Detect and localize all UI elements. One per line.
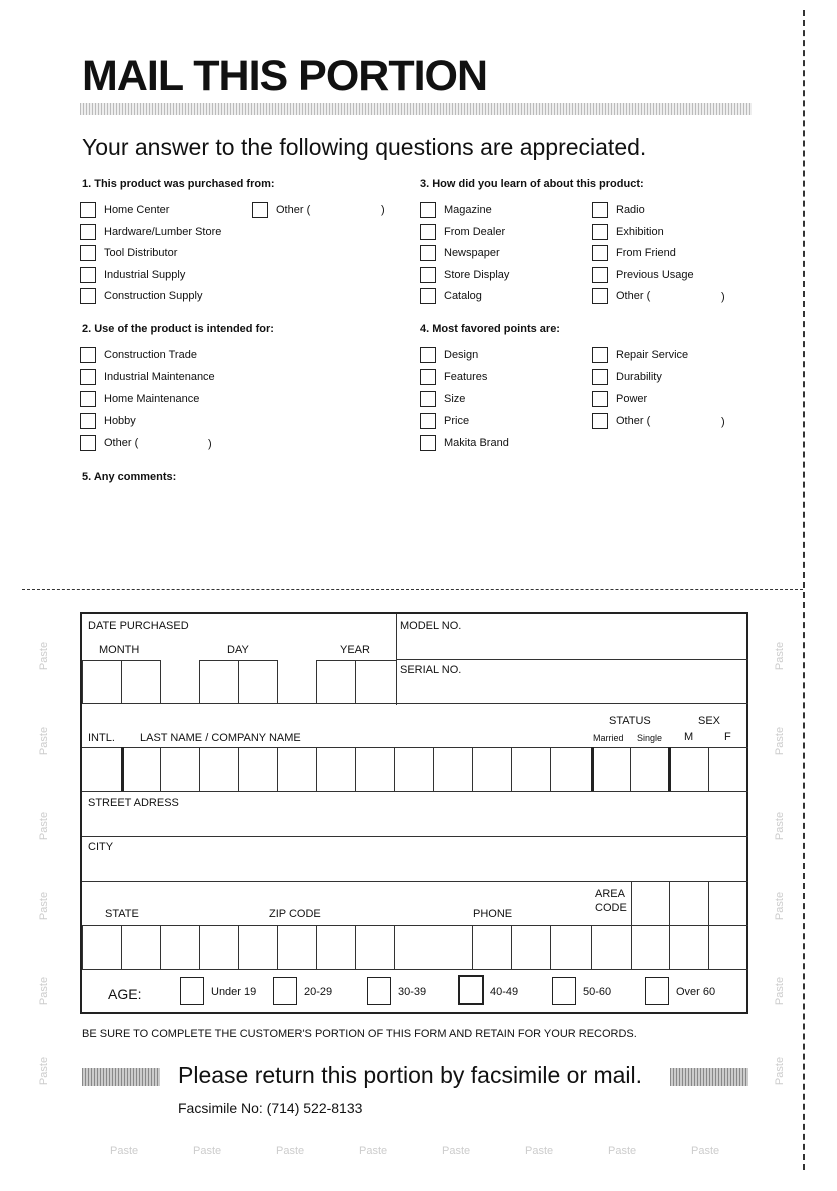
checkbox[interactable] (80, 369, 96, 385)
registration-form (80, 612, 748, 1014)
checkbox[interactable] (592, 202, 608, 218)
state-char-2[interactable] (121, 925, 161, 970)
year-digit-2[interactable] (355, 660, 397, 704)
q4-option[interactable]: Makita Brand (420, 434, 509, 452)
checkbox[interactable] (420, 202, 436, 218)
checkbox[interactable] (252, 202, 268, 218)
checkbox[interactable] (80, 202, 96, 218)
checkbox[interactable] (420, 347, 436, 363)
q3-option[interactable]: Radio (592, 201, 694, 219)
paren: ) (721, 291, 725, 303)
q1-options (80, 201, 221, 305)
model-no-label: MODEL NO. (400, 620, 462, 632)
q4-option[interactable]: Repair Service (592, 346, 688, 364)
female-label: F (724, 731, 731, 743)
subtitle: Your answer to the following questions are appreciated. (82, 134, 647, 160)
checkbox[interactable] (80, 224, 96, 240)
q3-option[interactable]: Newspaper (420, 244, 509, 262)
month-digit-2[interactable] (121, 660, 161, 704)
q2-option[interactable]: Industrial Maintenance (80, 368, 215, 386)
q1-option-other[interactable]: Other ( (252, 201, 310, 219)
paste-mark: Paste (110, 1145, 139, 1157)
paste-mark: Paste (608, 1145, 637, 1157)
checkbox[interactable] (80, 245, 96, 261)
q1-option[interactable]: Industrial Supply (80, 266, 221, 284)
code-label: CODE (595, 902, 627, 914)
day-digit-1[interactable] (199, 660, 239, 704)
area-label: AREA (595, 888, 625, 900)
paste-mark: Paste (525, 1145, 554, 1157)
zip-digit[interactable] (277, 925, 317, 970)
checkbox[interactable] (592, 391, 608, 407)
fax-number: Facsimile No: (714) 522-8133 (178, 1100, 363, 1116)
q4-col2 (592, 346, 688, 430)
q4-option[interactable]: Design (420, 346, 509, 364)
q4-option[interactable]: Features (420, 368, 509, 386)
city-label: CITY (88, 841, 114, 853)
phone-label: PHONE (473, 908, 513, 920)
q3-option[interactable]: Catalog (420, 287, 509, 305)
zip-digit[interactable] (355, 925, 395, 970)
sex-label: SEX (698, 715, 721, 727)
intl-label: INTL. (88, 732, 115, 744)
age-option-label: 20-29 (304, 986, 333, 998)
age-option-label: Over 60 (676, 986, 716, 998)
serial-no-input[interactable] (400, 670, 745, 700)
checkbox[interactable] (80, 288, 96, 304)
q4-option[interactable]: Other ( (592, 412, 688, 430)
state-label: STATE (105, 908, 139, 920)
q3-option[interactable]: Magazine (420, 201, 509, 219)
q4-title: 4. Most favored points are: (420, 323, 560, 335)
street-input[interactable] (88, 812, 743, 834)
age-checkbox-40-49[interactable] (458, 975, 484, 1005)
single-label: Single (637, 733, 663, 743)
age-option-label: 30-39 (398, 986, 427, 998)
checkbox[interactable] (420, 224, 436, 240)
status-label: STATUS (609, 715, 651, 727)
q4-option[interactable]: Size (420, 390, 509, 408)
q3-option[interactable]: From Friend (592, 244, 694, 262)
paren: ) (721, 416, 725, 428)
paste-mark: Paste (442, 1145, 471, 1157)
q3-option[interactable]: Store Display (420, 266, 509, 284)
checkbox[interactable] (80, 391, 96, 407)
q3-option[interactable]: Exhibition (592, 223, 694, 241)
q4-col1 (420, 346, 509, 452)
checkbox[interactable] (80, 267, 96, 283)
checkbox[interactable] (592, 369, 608, 385)
q1-option[interactable]: Hardware/Lumber Store (80, 223, 221, 241)
serial-no-label: SERIAL NO. (400, 664, 462, 676)
age-checkbox-over60[interactable] (645, 977, 669, 1005)
comments-area[interactable] (82, 490, 782, 575)
title-underline (80, 103, 752, 115)
age-label: AGE: (108, 986, 142, 1002)
checkbox[interactable] (80, 347, 96, 363)
q3-title: 3. How did you learn of about this product: (420, 178, 644, 190)
zip-label: ZIP CODE (269, 908, 321, 920)
age-checkbox-20-29[interactable] (273, 977, 297, 1005)
q4-option[interactable]: Price (420, 412, 509, 430)
paste-mark: Paste (193, 1145, 222, 1157)
paste-mark: Paste (774, 811, 787, 841)
checkbox[interactable] (592, 413, 608, 429)
paste-mark: Paste (38, 811, 51, 841)
phone-input[interactable] (473, 926, 747, 969)
checkbox[interactable] (420, 369, 436, 385)
paste-mark: Paste (38, 641, 51, 671)
city-input[interactable] (88, 856, 743, 878)
q3-option[interactable]: From Dealer (420, 223, 509, 241)
paste-mark: Paste (774, 891, 787, 921)
checkbox[interactable] (80, 413, 96, 429)
page-title: MAIL THIS PORTION (82, 52, 488, 100)
q2-option[interactable]: Home Maintenance (80, 390, 215, 408)
checkbox[interactable] (592, 288, 608, 304)
paren: ) (381, 204, 385, 216)
paste-mark: Paste (691, 1145, 720, 1157)
checkbox[interactable] (420, 288, 436, 304)
checkbox[interactable] (420, 267, 436, 283)
year-label: YEAR (340, 644, 370, 656)
age-checkbox-under19[interactable] (180, 977, 204, 1005)
day-digit-2[interactable] (238, 660, 278, 704)
paste-mark: Paste (38, 726, 51, 756)
paste-mark: Paste (774, 641, 787, 671)
q1-option[interactable]: Tool Distributor (80, 244, 221, 262)
q4-option[interactable]: Durability (592, 368, 688, 386)
q3-option[interactable]: Other ( (592, 287, 694, 305)
gray-block-right (670, 1068, 748, 1086)
cut-line-vertical (803, 10, 805, 1170)
q2-title: 2. Use of the product is intended for: (82, 323, 274, 335)
zip-digit[interactable] (316, 925, 356, 970)
checkbox[interactable] (420, 245, 436, 261)
gray-block-left (82, 1068, 160, 1086)
name-input-row[interactable] (82, 748, 748, 791)
street-label: STREET ADRESS (88, 797, 179, 809)
married-label: Married (593, 733, 624, 743)
return-instruction: Please return this portion by facsimile or mail. (178, 1062, 643, 1088)
age-option-label: Under 19 (211, 986, 257, 998)
paste-mark: Paste (774, 1056, 787, 1086)
q1-option[interactable]: Home Center (80, 201, 221, 219)
checkbox[interactable] (592, 347, 608, 363)
date-purchased-label: DATE PURCHASED (88, 620, 189, 632)
paren: ) (208, 438, 212, 450)
male-label: M (684, 731, 694, 743)
paste-mark: Paste (38, 1056, 51, 1086)
age-checkbox-30-39[interactable] (367, 977, 391, 1005)
age-option-label: 40-49 (490, 986, 519, 998)
q3-col1 (420, 201, 509, 305)
checkbox[interactable] (420, 413, 436, 429)
paste-mark: Paste (774, 726, 787, 756)
checkbox[interactable] (592, 224, 608, 240)
checkbox[interactable] (420, 435, 436, 451)
paste-mark: Paste (38, 891, 51, 921)
zip-digit[interactable] (238, 925, 278, 970)
checkbox[interactable] (80, 435, 96, 451)
q3-col2 (592, 201, 694, 305)
zip-digit[interactable] (199, 925, 239, 970)
paste-mark: Paste (359, 1145, 388, 1157)
age-checkbox-50-60[interactable] (552, 977, 576, 1005)
model-no-input[interactable] (400, 632, 745, 656)
state-char-1[interactable] (82, 925, 122, 970)
q1-title: 1. This product was purchased from: (82, 178, 275, 190)
age-option-label: 50-60 (583, 986, 612, 998)
q3-option[interactable]: Previous Usage (592, 266, 694, 284)
q5-title: 5. Any comments: (82, 471, 177, 483)
paste-mark: Paste (276, 1145, 305, 1157)
q2-options (80, 346, 215, 452)
q4-option[interactable]: Power (592, 390, 688, 408)
month-digit-1[interactable] (82, 660, 122, 704)
retain-notice: BE SURE TO COMPLETE THE CUSTOMER'S PORTION OF THIS FORM AND RETAIN FOR YOUR RECORDS. (82, 1028, 637, 1040)
checkbox[interactable] (592, 267, 608, 283)
checkbox[interactable] (420, 391, 436, 407)
month-label: MONTH (99, 644, 140, 656)
q2-option[interactable]: Other ( (80, 434, 215, 452)
q1-option[interactable]: Construction Supply (80, 287, 221, 305)
year-digit-1[interactable] (316, 660, 356, 704)
checkbox[interactable] (592, 245, 608, 261)
q2-option[interactable]: Construction Trade (80, 346, 215, 364)
q2-option[interactable]: Hobby (80, 412, 215, 430)
cut-line-horizontal (22, 589, 803, 590)
paste-mark: Paste (774, 976, 787, 1006)
paste-mark: Paste (38, 976, 51, 1006)
day-label: DAY (227, 644, 249, 656)
last-name-label: LAST NAME / COMPANY NAME (140, 732, 301, 744)
